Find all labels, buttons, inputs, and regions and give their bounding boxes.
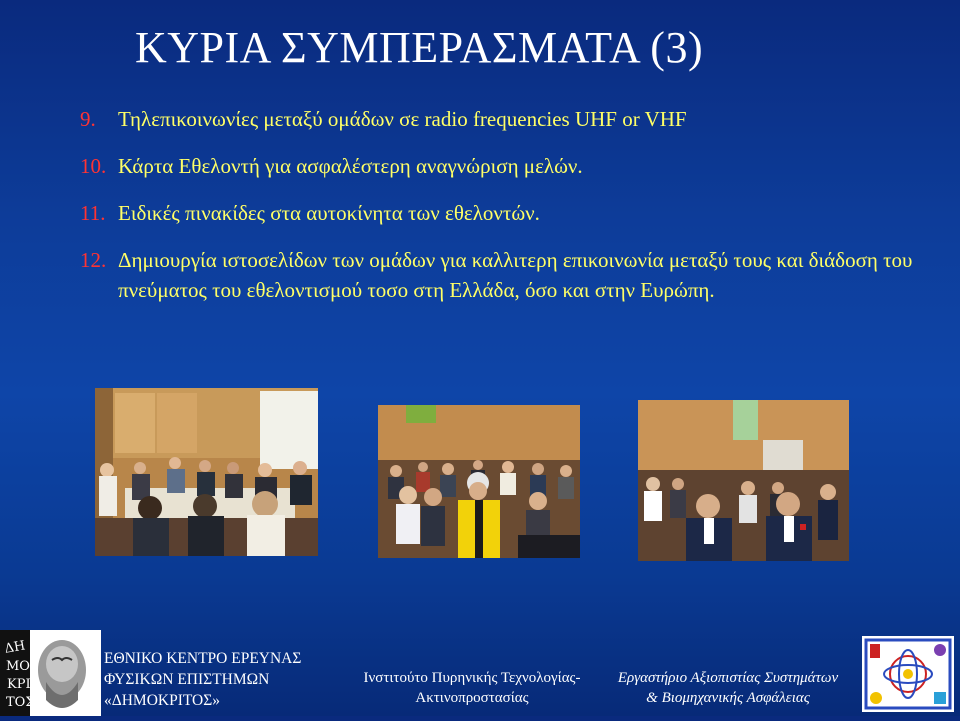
list-item xyxy=(80,151,940,181)
institution-line: «ΔΗΜΟΚΡΙΤΟΣ» xyxy=(104,692,221,709)
laboratory-line: Εργαστήριο Αξιοπιστίας Συστημάτων xyxy=(617,670,839,686)
slide-title: ΚΥΡΙΑ ΣΥΜΠΕΡΑΣΜΑΤΑ (3) xyxy=(135,23,704,72)
item-number: 12. xyxy=(80,248,107,272)
svg-text:ΜΟ: ΜΟ xyxy=(6,659,30,674)
institute-name xyxy=(348,668,596,708)
laboratory-logo-icon xyxy=(862,636,954,712)
item-number: 10. xyxy=(80,154,107,178)
item-text: Κάρτα Εθελοντή για ασφαλέστερη αναγνώριση μελών. xyxy=(118,154,583,178)
democritus-logo-icon xyxy=(0,630,101,716)
conclusions-list xyxy=(80,104,940,322)
laboratory-line: & Βιομηχανικής Ασφάλειας xyxy=(646,690,810,706)
svg-text:ΔΗ: ΔΗ xyxy=(3,638,27,657)
institution-name xyxy=(104,648,301,711)
svg-text:ΤΟΣ: ΤΟΣ xyxy=(6,695,35,710)
item-text: Τηλεπικοινωνίες μεταξύ ομάδων σε radio frequencies UHF or VHF xyxy=(118,107,687,131)
svg-text:ΚΡΙ: ΚΡΙ xyxy=(7,677,31,692)
laboratory-name xyxy=(597,668,859,708)
meeting-photo-3 xyxy=(638,400,849,561)
list-item xyxy=(80,104,940,134)
list-item xyxy=(80,245,940,305)
meeting-photo-1 xyxy=(95,388,318,556)
item-text: Δημιουργία ιστοσελίδων των ομάδων για καλλιτερη επικοινωνία μεταξύ τους και διάδοση του πνεύματος του εθελοντισμού τοσο στη Ελλάδα, όσο και στην Ευρώπη. xyxy=(118,248,913,302)
item-number: 11. xyxy=(80,201,106,225)
institution-line: ΦΥΣΙΚΩΝ ΕΠΙΣΤΗΜΩΝ xyxy=(104,671,270,688)
meeting-photo-2 xyxy=(378,405,580,558)
institute-line: Ακτινοπροστασίας xyxy=(415,690,529,706)
item-number: 9. xyxy=(80,107,96,131)
list-item xyxy=(80,198,940,228)
item-text: Ειδικές πινακίδες στα αυτοκίνητα των εθελοντών. xyxy=(118,201,540,225)
institution-line: ΕΘΝΙΚΟ ΚΕΝΤΡΟ ΕΡΕΥΝΑΣ xyxy=(104,650,302,667)
institute-line: Ινστιτούτο Πυρηνικής Τεχνολογίας- xyxy=(363,670,581,686)
